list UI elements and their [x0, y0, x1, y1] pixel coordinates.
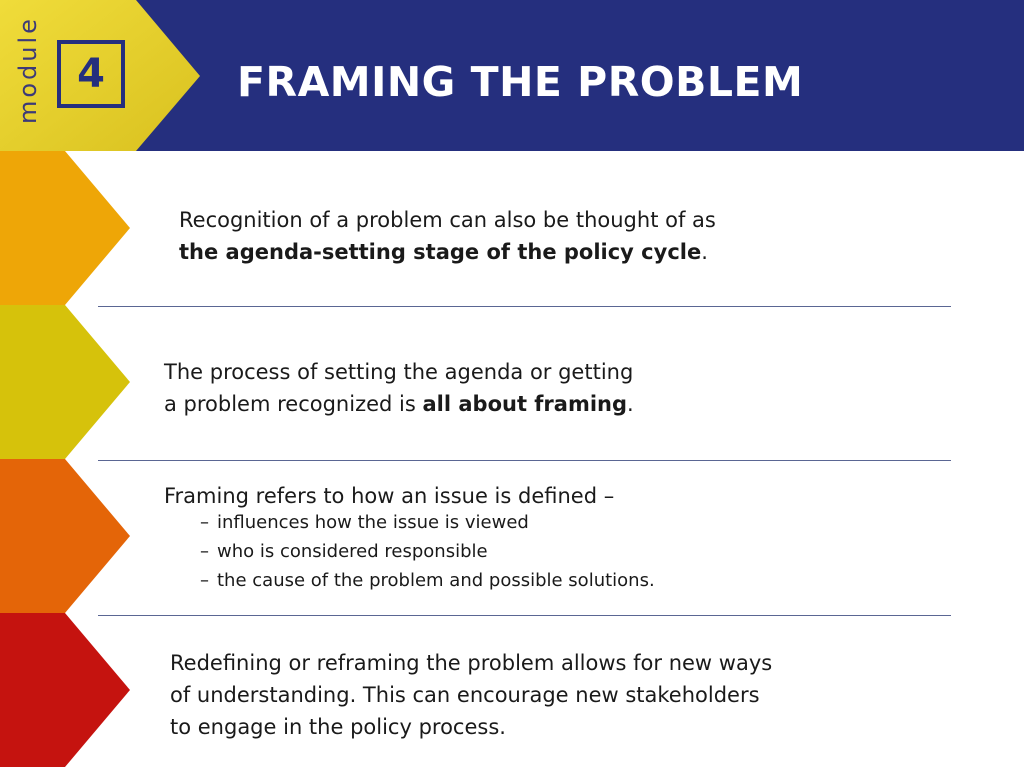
module-number: 4	[77, 51, 105, 97]
block-2-line-2-start: a problem recognized is	[164, 392, 423, 416]
block-2-text	[164, 356, 634, 420]
block-4-line-1: Redefining or reframing the problem allows for new ways	[170, 651, 773, 675]
block-3-intro: Framing refers to how an issue is defined –	[164, 484, 615, 508]
list-item	[200, 566, 655, 595]
block-2-bold: all about framing	[422, 392, 628, 416]
block-2-line-1: The process of setting the agenda or getting	[164, 360, 634, 384]
bullet-text: the cause of the problem and possible solutions.	[217, 570, 655, 591]
block-2-line-2	[164, 388, 634, 420]
bullet-dash: –	[200, 512, 209, 533]
block-1-text	[179, 204, 716, 268]
block-3-bullet-list	[200, 508, 655, 595]
list-item	[200, 537, 655, 566]
divider-2	[98, 460, 951, 461]
block-4-line-3: to engage in the policy process.	[170, 715, 506, 739]
bullet-dash: –	[200, 570, 209, 591]
bullet-text: who is considered responsible	[217, 541, 488, 562]
block-1-bold: the agenda-setting stage of the policy cycle	[179, 240, 702, 264]
block-4-text	[170, 647, 772, 743]
page-title: FRAMING THE PROBLEM	[237, 58, 804, 106]
divider-3	[98, 615, 951, 616]
list-item	[200, 508, 655, 537]
divider-1	[98, 306, 951, 307]
block-1-line-2	[179, 236, 716, 268]
chevron-orange	[0, 459, 130, 613]
chevron-amber	[0, 151, 130, 305]
chevron-yellow	[0, 305, 130, 459]
chevron-red	[0, 613, 130, 767]
block-1-line-1: Recognition of a problem can also be thought of as	[179, 208, 716, 232]
module-label: module	[14, 16, 42, 124]
bullet-dash: –	[200, 541, 209, 562]
block-4-line-2: of understanding. This can encourage new stakeholders	[170, 683, 760, 707]
block-2-period: .	[627, 392, 634, 416]
block-1-period: .	[701, 240, 708, 264]
bullet-text: influences how the issue is viewed	[217, 512, 529, 533]
module-number-badge	[57, 40, 125, 108]
